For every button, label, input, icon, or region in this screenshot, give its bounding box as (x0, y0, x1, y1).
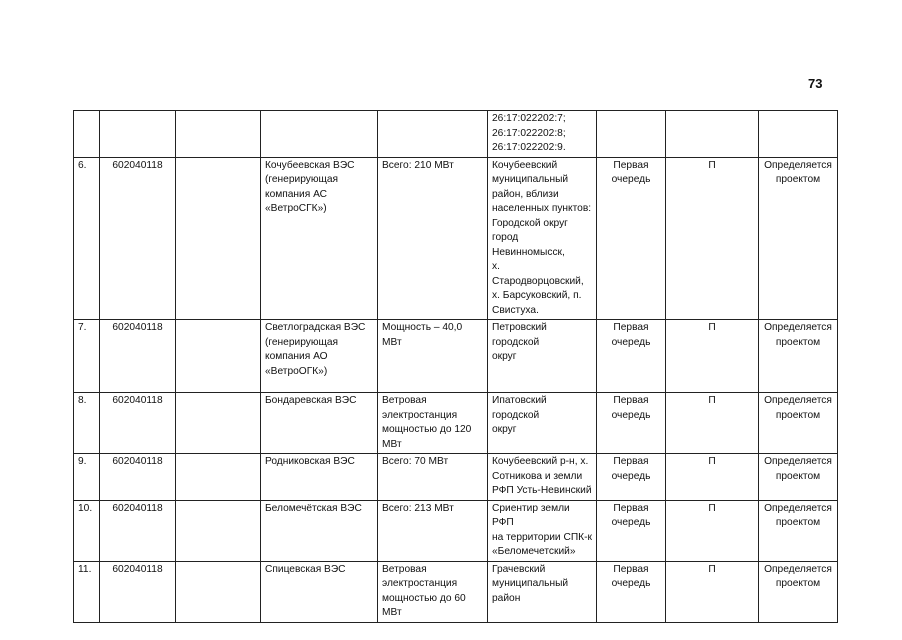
cell-location: Петровский городской округ (488, 320, 597, 393)
cell-location: 26:17:022202:7; 26:17:022202:8; 26:17:022202:9. (488, 111, 597, 158)
cell-queue: Первая очередь (597, 500, 666, 561)
table-row (74, 500, 838, 561)
cell-code (100, 111, 176, 158)
cell-status: П (666, 393, 759, 454)
cell-capacity: Ветровая электростанция мощностью до 60 МВт (378, 561, 488, 622)
cell-status: П (666, 320, 759, 393)
cell-capacity: Мощность – 40,0 МВт (378, 320, 488, 393)
cell-queue: Первая очередь (597, 320, 666, 393)
cell-empty (176, 500, 261, 561)
cell-queue: Первая очередь (597, 561, 666, 622)
cell-name: Родниковская ВЭС (261, 454, 378, 501)
cell-capacity: Всего: 213 МВт (378, 500, 488, 561)
cell-queue: Первая очередь (597, 393, 666, 454)
cell-num: 7. (74, 320, 100, 393)
cell-capacity (378, 111, 488, 158)
cell-code: 602040118 (100, 320, 176, 393)
cell-code: 602040118 (100, 157, 176, 320)
cell-zone: Определяется проектом (759, 561, 838, 622)
cell-empty (176, 454, 261, 501)
cell-zone: Определяется проектом (759, 454, 838, 501)
cell-empty (176, 561, 261, 622)
cell-location: Сриентир земли РФП на территории СПК-к «Беломечетский» (488, 500, 597, 561)
table-row (74, 393, 838, 454)
cell-capacity: Ветровая электростанция мощностью до 120 МВт (378, 393, 488, 454)
cell-zone: Определяется проектом (759, 320, 838, 393)
cell-capacity: Всего: 210 МВт (378, 157, 488, 320)
cell-empty (176, 157, 261, 320)
cell-location: Кочубеевский муниципальный район, вблизи населенных пунктов: Городской округ город Невинномысск, х. Стародворцовский, х. Барсуковский, п. Свистуха. (488, 157, 597, 320)
cell-num (74, 111, 100, 158)
cell-empty (176, 393, 261, 454)
cell-num: 9. (74, 454, 100, 501)
cell-num: 8. (74, 393, 100, 454)
table-row (74, 111, 838, 158)
cell-name: Светлоградская ВЭС (генерирующая компания АО «ВетроОГК») (261, 320, 378, 393)
table-body (74, 111, 838, 623)
cell-zone (759, 111, 838, 158)
cell-num: 10. (74, 500, 100, 561)
cell-status: П (666, 561, 759, 622)
cell-zone: Определяется проектом (759, 393, 838, 454)
cell-code: 602040118 (100, 500, 176, 561)
cell-name: Кочубеевская ВЭС (генерирующая компания АС «ВетроСГК») (261, 157, 378, 320)
cell-capacity: Всего: 70 МВт (378, 454, 488, 501)
page-number: 73 (808, 76, 823, 91)
cell-num: 11. (74, 561, 100, 622)
cell-num: 6. (74, 157, 100, 320)
cell-empty (176, 320, 261, 393)
cell-name (261, 111, 378, 158)
cell-queue: Первая очередь (597, 157, 666, 320)
cell-status: П (666, 454, 759, 501)
cell-name: Бондаревская ВЭС (261, 393, 378, 454)
cell-location: Грачевский муниципальный район (488, 561, 597, 622)
cell-code: 602040118 (100, 561, 176, 622)
cell-zone: Определяется проектом (759, 157, 838, 320)
cell-name: Спицевская ВЭС (261, 561, 378, 622)
cell-name: Беломечётская ВЭС (261, 500, 378, 561)
table-row (74, 561, 838, 622)
cell-queue (597, 111, 666, 158)
cell-zone: Определяется проектом (759, 500, 838, 561)
cell-code: 602040118 (100, 454, 176, 501)
cell-status (666, 111, 759, 158)
table-row (74, 157, 838, 320)
cell-location: Кочубеевский р-н, х. Сотникова и земли РФП Усть-Невинский (488, 454, 597, 501)
cell-code: 602040118 (100, 393, 176, 454)
cell-location: Ипатовский городской округ (488, 393, 597, 454)
table-row (74, 320, 838, 393)
cell-status: П (666, 157, 759, 320)
cell-queue: Первая очередь (597, 454, 666, 501)
table-row (74, 454, 838, 501)
facilities-table (73, 110, 838, 623)
cell-status: П (666, 500, 759, 561)
cell-empty (176, 111, 261, 158)
